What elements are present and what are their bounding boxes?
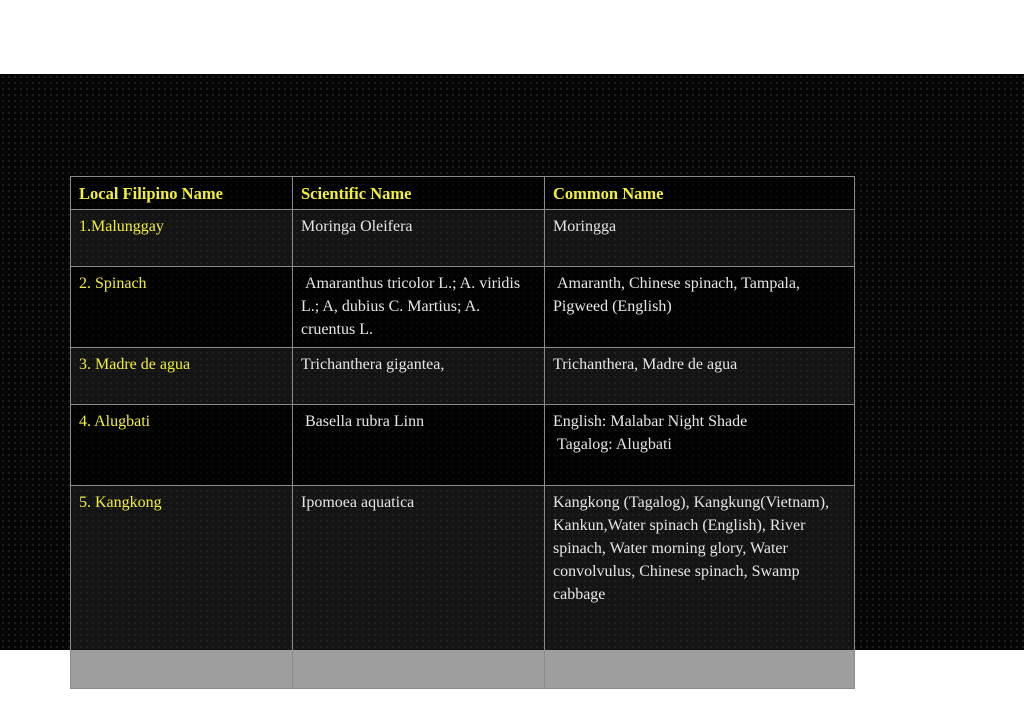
table-row — [71, 405, 855, 486]
table-row — [71, 486, 855, 689]
scientific-line: Moringa Oleifera — [301, 218, 413, 235]
cell-local-name: 5. Kangkong — [71, 486, 293, 689]
cell-scientific-name — [293, 210, 545, 267]
cell-local-name: 2. Spinach — [71, 267, 293, 348]
cell-common-name — [545, 486, 855, 689]
table-row — [71, 210, 855, 267]
cell-local-name: 1.Malunggay — [71, 210, 293, 267]
cell-common-name — [545, 405, 855, 486]
cell-scientific-name — [293, 405, 545, 486]
cell-common-name — [545, 267, 855, 348]
scientific-line: Basella rubra Linn — [301, 413, 425, 430]
common-line: Trichanthera, Madre de agua — [553, 356, 738, 373]
vegetable-table — [70, 176, 855, 689]
header-local-name: Local Filipino Name — [71, 177, 293, 210]
scientific-line: Amaranthus tricolor L.; A. viridis L.; A, dubius C. Martius; A. cruentus L. — [301, 275, 525, 338]
cell-common-name — [545, 348, 855, 405]
scientific-line: Ipomoea aquatica — [301, 494, 415, 511]
table-row — [71, 348, 855, 405]
cell-scientific-name — [293, 486, 545, 689]
common-line: Amaranth, Chinese spinach, Tampala, Pigweed (English) — [553, 275, 804, 315]
header-scientific-name: Scientific Name — [293, 177, 545, 210]
common-line: English: Malabar Night Shade — [553, 413, 748, 430]
slide — [0, 74, 1024, 650]
cell-scientific-name — [293, 348, 545, 405]
table-header-row — [71, 177, 855, 210]
common-line: Tagalog: Alugbati — [553, 436, 672, 453]
common-line: Kangkong (Tagalog), Kangkung(Vietnam), Kankun,Water spinach (English), River spinach, Water morning glory, Water convolvulus, Chinese spinach, Swamp cabbage — [553, 494, 834, 603]
scientific-line: Trichanthera gigantea, — [301, 356, 445, 373]
cell-local-name: 4. Alugbati — [71, 405, 293, 486]
cell-scientific-name — [293, 267, 545, 348]
table-row — [71, 267, 855, 348]
cell-local-name: 3. Madre de agua — [71, 348, 293, 405]
cell-common-name — [545, 210, 855, 267]
header-common-name: Common Name — [545, 177, 855, 210]
common-line: Moringga — [553, 218, 617, 235]
